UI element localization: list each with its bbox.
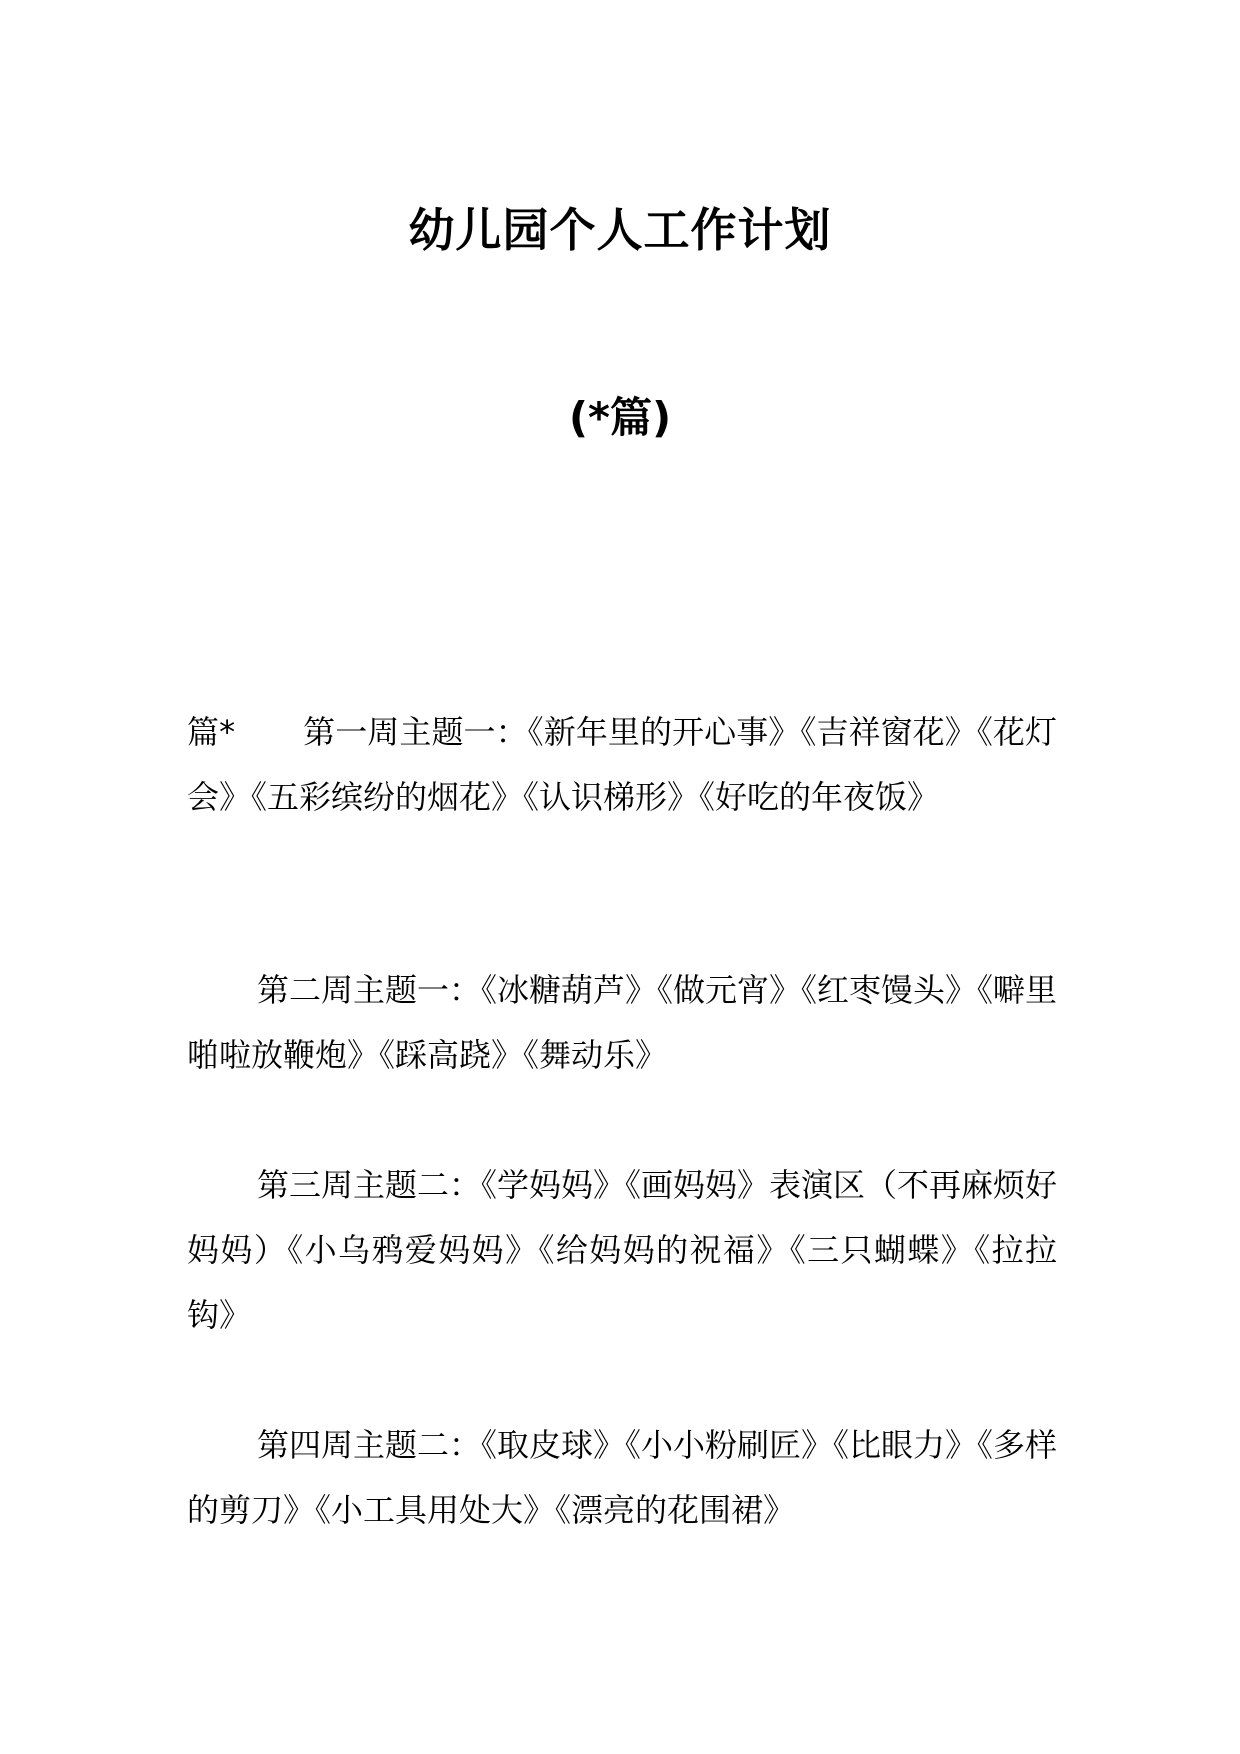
paragraph-week-3 bbox=[187, 1153, 1057, 1348]
paragraph-text: 第三周主题二：《学妈妈》《画妈妈》表演区（不再麻烦好妈妈）《小乌鸦爱妈妈》《给妈妈的祝福》《三只蝴蝶》《拉拉钩》 bbox=[187, 1166, 1058, 1334]
paragraph-week-2 bbox=[187, 958, 1057, 1088]
section-label: 篇* bbox=[187, 713, 236, 751]
paragraph-text: 第四周主题二：《取皮球》《小小粉刷匠》《比眼力》《多样的剪刀》《小工具用处大》《漂亮的花围裙》 bbox=[187, 1426, 1058, 1529]
document-subtitle: (*篇) bbox=[568, 393, 672, 442]
paragraph-week-4 bbox=[187, 1413, 1057, 1543]
document-title: 幼儿园个人工作计划 bbox=[408, 203, 832, 257]
paragraph-text: 第一周主题一：《新年里的开心事》《吉祥窗花》《花灯会》《五彩缤纷的烟花》《认识梯形》《好吃的年夜饭》 bbox=[187, 713, 1057, 816]
paragraph-week-1 bbox=[187, 700, 1057, 830]
paragraph-text: 第二周主题一：《冰糖葫芦》《做元宵》《红枣馒头》《噼里啪啦放鞭炮》《踩高跷》《舞动乐》 bbox=[187, 971, 1058, 1074]
